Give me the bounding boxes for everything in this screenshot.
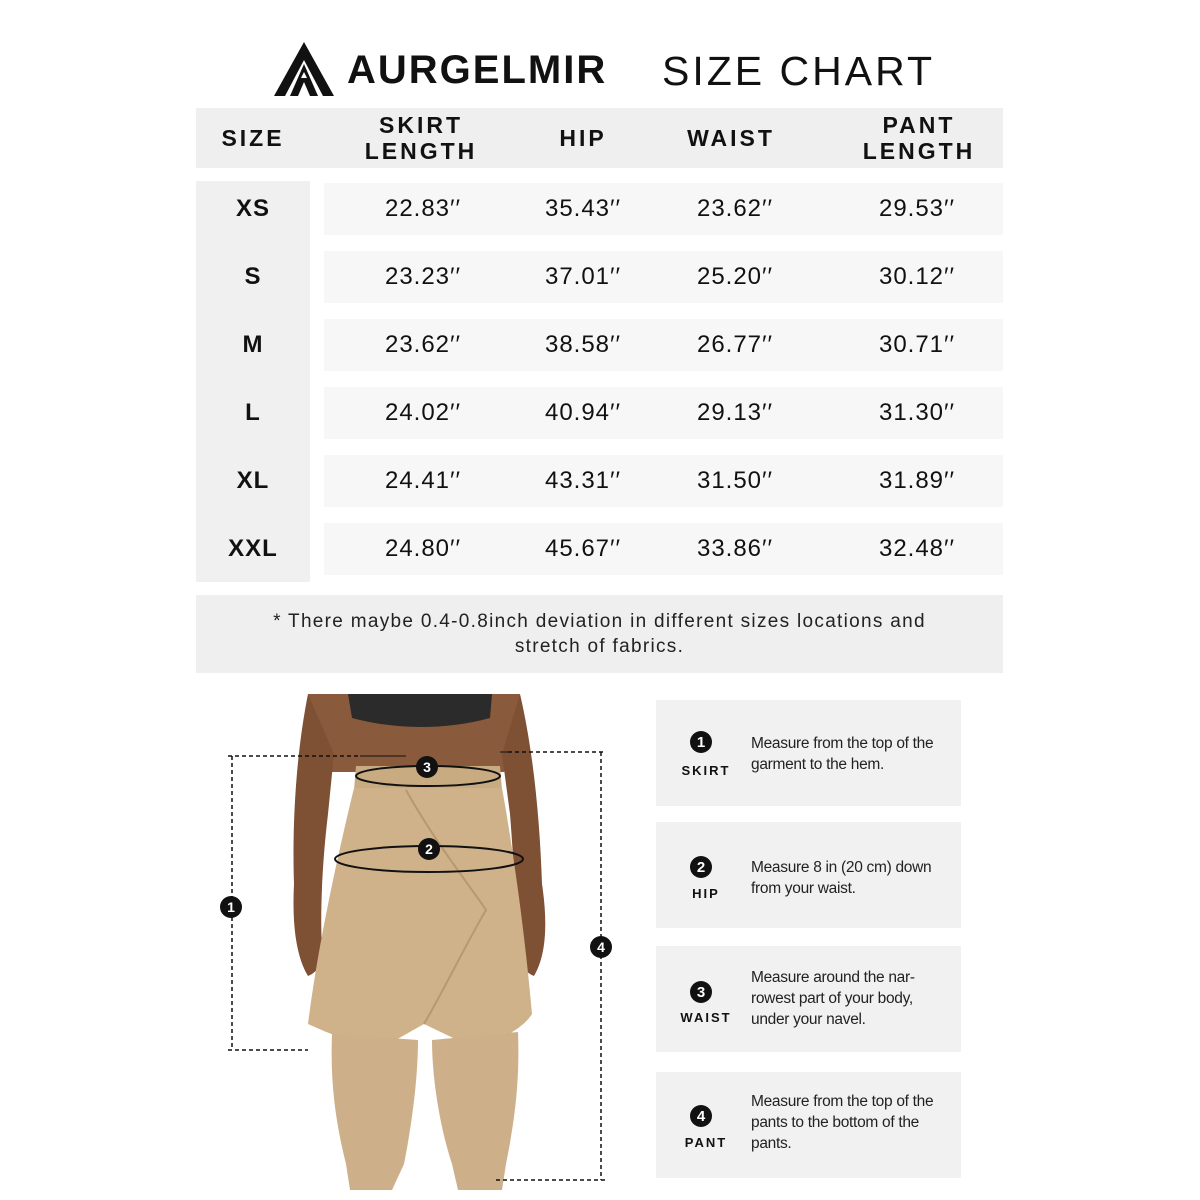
pant-length-cell: 31.89′′ — [878, 467, 956, 494]
size-cell: S — [244, 263, 262, 290]
skirt-length-cell: 22.83′′ — [384, 195, 462, 222]
table-row — [196, 387, 1003, 439]
table-row — [196, 319, 1003, 371]
size-cell: M — [242, 331, 264, 358]
pant-length-cell: 30.12′′ — [878, 263, 956, 290]
column-header-waist: WAIST — [687, 125, 775, 151]
brand-name: AURGELMIR — [347, 48, 608, 92]
hip-cell: 40.94′′ — [544, 399, 622, 426]
measure-description: Measure from the top of the garment to the hem. — [751, 735, 934, 773]
waist-cell: 26.77′′ — [696, 331, 774, 358]
page-title: SIZE CHART — [662, 48, 935, 94]
skirt-length-cell: 24.80′′ — [384, 535, 462, 562]
skirt-marker-icon — [220, 896, 242, 918]
skirt-length-cell: 23.62′′ — [384, 331, 462, 358]
marker-label: 3 — [423, 759, 431, 775]
table-row — [196, 455, 1003, 507]
marker-label: 2 — [425, 841, 433, 857]
mountain-logo-icon — [274, 42, 334, 96]
sports-top — [348, 694, 492, 727]
measure-card-waist — [656, 946, 961, 1052]
hip-marker-icon — [418, 838, 440, 860]
waist-cell: 33.86′′ — [696, 535, 774, 562]
header — [0, 40, 1200, 100]
measure-description: Measure 8 in (20 cm) down from your waist. — [751, 859, 932, 897]
marker-label: 4 — [597, 939, 605, 955]
waist-cell: 31.50′′ — [696, 467, 774, 494]
column-header-size: SIZE — [221, 125, 285, 151]
deviation-note — [196, 595, 1003, 673]
pant-length-cell: 30.71′′ — [878, 331, 956, 358]
hip-cell: 45.67′′ — [544, 535, 622, 562]
skirt-length-cell: 24.41′′ — [384, 467, 462, 494]
pant-length-cell: 31.30′′ — [878, 399, 956, 426]
waist-marker-icon — [416, 756, 438, 778]
measure-card-hip — [656, 822, 961, 928]
right-legging — [432, 1032, 518, 1190]
hip-cell: 35.43′′ — [544, 195, 622, 222]
size-cell: L — [245, 399, 261, 426]
pant-length-cell: 32.48′′ — [878, 535, 956, 562]
measure-card-skirt — [656, 700, 961, 806]
size-cell: XL — [236, 467, 270, 494]
column-header-pant-length: PANT LENGTH — [862, 112, 976, 164]
table-row — [196, 183, 1003, 235]
table-header — [196, 108, 1003, 168]
pant-length-cell: 29.53′′ — [878, 195, 956, 222]
table-row — [196, 523, 1003, 575]
number-2-icon: 2 — [690, 856, 712, 878]
measurement-figure — [196, 694, 626, 1190]
number-4-icon: 4 — [690, 1105, 712, 1127]
hip-cell: 43.31′′ — [544, 467, 622, 494]
skirt-length-cell: 23.23′′ — [384, 263, 462, 290]
table-row — [196, 251, 1003, 303]
size-column-background — [196, 181, 310, 582]
waist-cell: 25.20′′ — [696, 263, 774, 290]
measure-description: Measure around the nar-rowest part of your body, under your navel. — [751, 969, 915, 1028]
measure-description: Measure from the top of the pants to the bottom of the pants. — [751, 1093, 934, 1152]
pant-marker-icon — [590, 936, 612, 958]
size-cell: XS — [235, 195, 270, 222]
number-3-icon: 3 — [690, 981, 712, 1003]
size-cell: XXL — [228, 535, 278, 562]
measure-label: SKIRT — [681, 763, 731, 778]
waist-cell: 29.13′′ — [696, 399, 774, 426]
number-1-icon: 1 — [690, 731, 712, 753]
left-legging — [332, 1034, 418, 1190]
skirt — [308, 788, 532, 1050]
measure-label: PANT — [684, 1135, 728, 1150]
measure-label: WAIST — [680, 1010, 732, 1025]
skirt-length-cell: 24.02′′ — [384, 399, 462, 426]
column-header-skirt-length: SKIRT LENGTH — [364, 112, 478, 164]
hip-cell: 38.58′′ — [544, 331, 622, 358]
measure-card-pant — [656, 1072, 961, 1178]
column-header-hip: HIP — [559, 125, 607, 151]
waist-cell: 23.62′′ — [696, 195, 774, 222]
deviation-note-text: * There maybe 0.4-0.8inch deviation in different sizes locations and stretch of fabrics. — [273, 611, 926, 657]
hip-cell: 37.01′′ — [544, 263, 622, 290]
measure-label: HIP — [692, 886, 720, 901]
marker-label: 1 — [227, 899, 235, 915]
